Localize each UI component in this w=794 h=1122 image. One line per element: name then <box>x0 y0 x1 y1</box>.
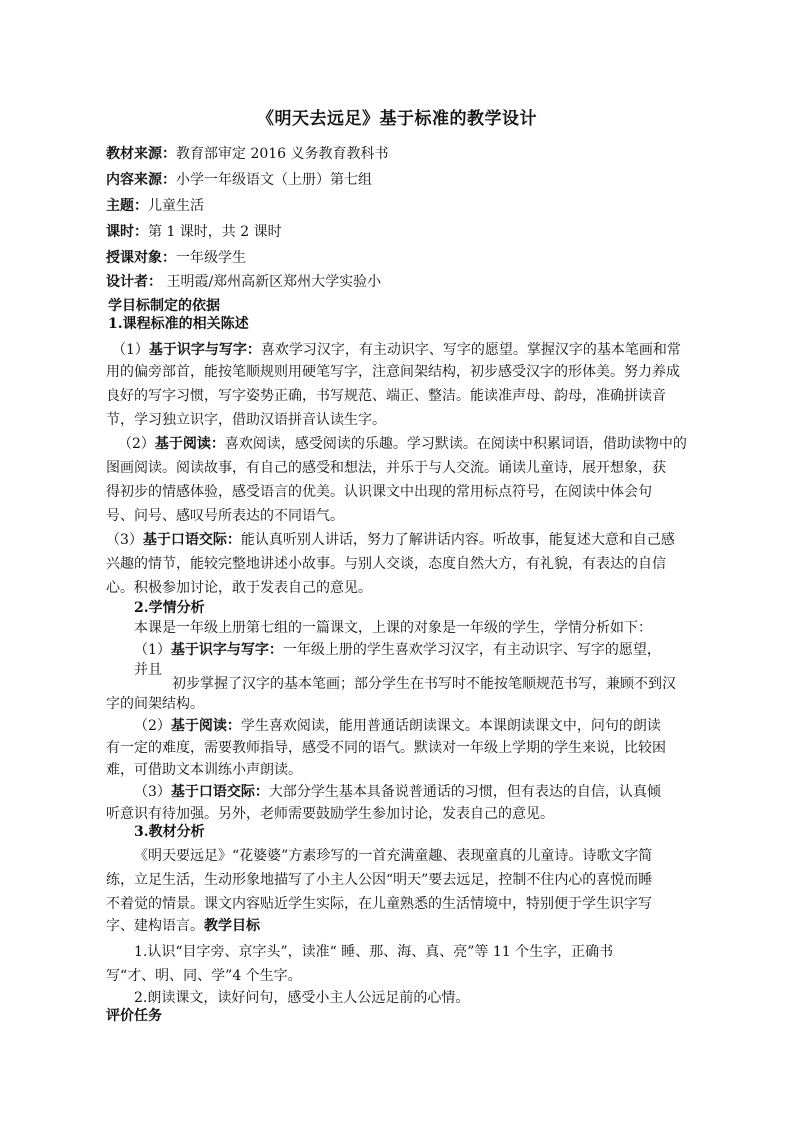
basis-heading: 学目标制定的依据 <box>108 298 220 314</box>
meta-audience <box>106 248 246 268</box>
meta-source <box>106 144 389 164</box>
sec3-line4-text: 字、建构语言。 <box>106 918 204 934</box>
sec1-p1-line1 <box>112 340 681 360</box>
meta-content-label: 内容来源： <box>106 172 176 188</box>
sec1-p1-text1: 喜欢学习汉字，有主动识字、写字的愿望。掌握汉字的基本笔画和常 <box>260 342 681 358</box>
sec1-p1-prefix: （1） <box>112 342 149 358</box>
sec2-p3-label: 基于口语交际： <box>170 784 269 800</box>
section1-heading: 1.课程标准的相关陈述 <box>108 316 249 332</box>
sec2-p2-prefix: （2） <box>134 718 171 734</box>
document-title: 《明天去远足》基于标准的教学设计 <box>257 109 537 129</box>
sec2-p3-text1: 大部分学生基本具备说普通话的习惯，但有表达的自信，认真倾 <box>268 784 661 800</box>
sec2-p1-line2a: 并且 <box>134 662 162 678</box>
sec3-line2: 练，立足生活，生动形象地描写了小主人公因“明天”要去远足，控制不住内心的喜悦而睡 <box>106 872 653 888</box>
sec1-p2-text1: 喜欢阅读，感受阅读的乐趣。学习默读。在阅读中积累词语，借助读物中的 <box>224 436 687 452</box>
sec2-p1-text1: 一年级上册的学生喜欢学习汉字，有主动识字、写字的愿望， <box>282 642 661 658</box>
goal1-line1: 1.认识“目字旁、京字头”，读准“ 睡、那、海、真、亮”等 11 个生字，正确书 <box>134 944 614 960</box>
meta-theme-label: 主题： <box>106 198 148 214</box>
sec2-p1-prefix: （1） <box>134 642 171 658</box>
sec2-p2-line1 <box>134 716 661 736</box>
teaching-goals-heading: 教学目标 <box>204 918 260 934</box>
sec1-p3-prefix: （3） <box>106 532 143 548</box>
sec2-p2-text1: 学生喜欢阅读，能用普通话朗读课文。本课朗读课文中，问句的朗读 <box>240 718 661 734</box>
sec1-p3-label: 基于口语交际： <box>142 532 241 548</box>
sec1-p2-line1 <box>118 434 687 454</box>
sec2-p1-line1 <box>134 640 661 660</box>
sec1-p3-line3: 心。积极参加讨论，敢于发表自己的意见。 <box>106 580 372 596</box>
sec1-p2-line4: 号、问号、感叹号所表达的不同语气。 <box>106 508 344 524</box>
meta-theme-value: 儿童生活 <box>148 198 204 214</box>
meta-hours <box>106 222 282 242</box>
sec3-line4 <box>106 916 260 936</box>
meta-content-value: 小学一年级语文（上册）第七组 <box>176 172 372 188</box>
section2-heading: 2.学情分析 <box>134 600 205 616</box>
sec2-p1-label: 基于识字与写字： <box>170 642 283 658</box>
meta-audience-label: 授课对象： <box>106 250 176 266</box>
meta-content <box>106 170 372 190</box>
meta-designer-value: 王明霞/郑州高新区郑州大学实验小 <box>162 274 382 290</box>
sec2-p1-line3: 字的间架结构。 <box>106 696 204 712</box>
goal2-line: 2.朗读课文，读好问句，感受小主人公远足前的心情。 <box>134 990 470 1006</box>
meta-theme <box>106 196 204 216</box>
meta-designer <box>106 272 381 292</box>
meta-hours-value: 第 1 课时，共 2 课时 <box>148 224 282 240</box>
sec2-p1-line2b: 初步掌握了汉字的基本笔画；部分学生在书写时不能按笔顺规范书写，兼顾不到汉 <box>172 676 676 692</box>
sec2-p2-line3: 难，可借助文本训练小声朗读。 <box>106 762 302 778</box>
sec3-line3: 不着觉的情景。课文内容贴近学生实际，在儿童熟悉的生活情境中，特别便于学生识字写 <box>106 896 652 912</box>
meta-designer-label: 设计者： <box>106 274 162 290</box>
sec1-p2-label: 基于阅读： <box>154 436 225 452</box>
meta-hours-label: 课时： <box>106 224 148 240</box>
section3-heading: 3.教材分析 <box>134 824 205 840</box>
goal1-line2: 写“才、明、同、学”4 个生字。 <box>106 968 302 984</box>
sec1-p1-line4: 节，学习独立识字，借助汉语拼音认读生字。 <box>106 412 386 428</box>
sec2-p2-line2: 有一定的难度，需要教师指导，感受不同的语气。默读对一年级上学期的学生来说，比较困 <box>106 740 666 756</box>
meta-source-value: 教育部审定 2016 义务教育教科书 <box>176 146 389 162</box>
sec3-line1: 《明天要远足》“花婆婆”方素珍写的一首充满童趣、表现童真的儿童诗。诗歌文字简 <box>134 848 653 864</box>
sec1-p3-text1: 能认真听别人讲话，努力了解讲话内容。听故事，能复述大意和自己感 <box>240 532 675 548</box>
sec1-p2-line3: 得初步的情感体验，感受语言的优美。认识课文中出现的常用标点符号，在阅读中体会句 <box>106 484 652 500</box>
sec1-p1-line2: 用的偏旁部首，能按笔顺规则用硬笔写字，注意间架结构，初步感受汉字的形体美。努力养成 <box>106 364 680 380</box>
sec2-p2-label: 基于阅读： <box>170 718 241 734</box>
sec2-p3-line1 <box>134 782 661 802</box>
evaluation-heading: 评价任务 <box>106 1008 162 1024</box>
sec1-p2-prefix: （2） <box>118 436 155 452</box>
sec2-p3-line2: 听意识有待加强。另外，老师需要鼓励学生参加讨论，发表自己的意见。 <box>106 806 554 822</box>
sec1-p3-line1 <box>106 530 675 550</box>
sec2-p3-prefix: （3） <box>134 784 171 800</box>
sec2-intro: 本课是一年级上册第七组的一篇课文，上课的对象是一年级的学生，学情分析如下： <box>134 620 652 636</box>
meta-audience-value: 一年级学生 <box>176 250 246 266</box>
sec1-p1-line3: 良好的写字习惯，写字姿势正确，书写规范、端正、整洁。能读准声母、韵母，准确拼读音 <box>106 388 666 404</box>
sec1-p2-line2: 图画阅读。阅读故事，有自己的感受和想法，并乐于与人交流。诵读儿童诗，展开想象，获 <box>106 460 666 476</box>
sec1-p3-line2: 兴趣的情节，能较完整地讲述小故事。与别人交谈，态度自然大方，有礼貌，有表达的自信 <box>106 556 666 572</box>
meta-source-label: 教材来源： <box>106 146 176 162</box>
sec1-p1-label: 基于识字与写字： <box>148 342 261 358</box>
